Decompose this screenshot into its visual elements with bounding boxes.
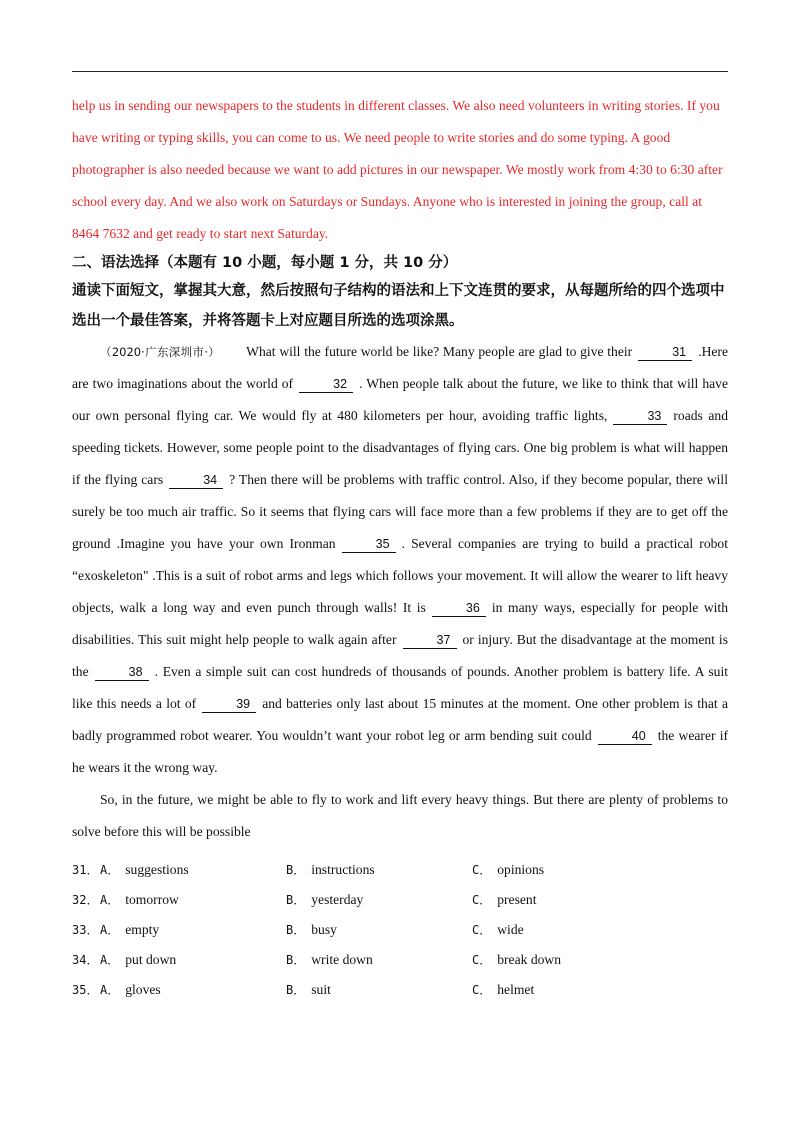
question-row: [72, 914, 728, 944]
option-letter: A．: [100, 982, 120, 997]
header-rule: [72, 71, 728, 72]
intro-text: help us in sending our newspapers to the students in different classes. We also need volunteers in writing stories. If you have writing or typing skills, you can come to us. We need people to write stories and do some typing. A good photographer is also needed because we want to add pictures in our newspaper. We mostly work from 4:30 to 6:30 after school every day. And we also work on Saturdays or Sundays. Anyone who is interested in joining the group, call at 8464 7632 and get ready to start next Saturday.: [72, 98, 723, 241]
passage: [72, 336, 728, 784]
blank-38[interactable]: 38: [95, 664, 149, 681]
passage-text: .Here are two imaginations about the world of: [72, 344, 728, 391]
option-text: gloves: [125, 981, 161, 997]
question-row: [72, 944, 728, 974]
option-letter: A．: [100, 892, 120, 907]
question-list: [72, 854, 728, 1004]
blank-36[interactable]: 36: [432, 600, 486, 617]
passage-text: the wearer if he wears it the wrong way.: [72, 728, 728, 775]
option-text: write down: [311, 951, 373, 967]
option-letter: C．: [472, 952, 492, 967]
passage-text: . When people talk about the future, we like to think that will have our own personal flying car. We would fly at 480 kilometers per hour, avoiding traffic lights,: [72, 376, 728, 423]
option-a[interactable]: [100, 921, 286, 938]
option-a[interactable]: [100, 951, 286, 968]
passage-text: ? Then there will be problems with traffic control. Also, if they become popular, there will surely be too much air traffic. So it seems that flying cars will face more than a few problems if they are to get off the ground .Imagine you have your own Ironman: [72, 472, 728, 551]
option-b[interactable]: [286, 891, 472, 908]
option-letter: B．: [286, 892, 306, 907]
option-text: wide: [497, 921, 524, 937]
option-b[interactable]: [286, 861, 472, 878]
option-text: break down: [497, 951, 562, 967]
blank-39[interactable]: 39: [202, 696, 256, 713]
option-c[interactable]: [472, 861, 652, 878]
option-text: empty: [125, 921, 160, 937]
option-c[interactable]: [472, 951, 652, 968]
option-letter: B．: [286, 982, 306, 997]
option-b[interactable]: [286, 951, 472, 968]
question-row: [72, 854, 728, 884]
document-page: [72, 90, 728, 1004]
question-number: 33．: [72, 922, 99, 937]
option-text: instructions: [311, 861, 375, 877]
option-text: opinions: [497, 861, 545, 877]
option-a[interactable]: [100, 861, 286, 878]
option-letter: C．: [472, 862, 492, 877]
option-c[interactable]: [472, 891, 652, 908]
passage-text: . Even a simple suit can cost hundreds of thousands of pounds. Another problem is battery life. A suit like this needs a lot of: [72, 664, 728, 711]
question-number: 32．: [72, 892, 99, 907]
question-number: 31．: [72, 862, 99, 877]
option-text: yesterday: [311, 891, 364, 907]
option-letter: B．: [286, 922, 306, 937]
option-text: helmet: [497, 981, 535, 997]
option-letter: C．: [472, 922, 492, 937]
option-a[interactable]: [100, 891, 286, 908]
question-number: 35．: [72, 982, 99, 997]
option-text: put down: [125, 951, 177, 967]
option-letter: C．: [472, 892, 492, 907]
option-c[interactable]: [472, 921, 652, 938]
section-title: 二、语法选择（本题有 10 小题，每小题 1 分，共 10 分）: [72, 255, 458, 271]
passage-text: . Several companies are trying to build a practical robot “exoskeleton" .This is a suit of robot arms and legs which follows your movement. It will allow the wearer to lift heavy objects, walk a long way and even punch through walls! It is: [72, 536, 728, 615]
option-letter: B．: [286, 952, 306, 967]
passage-text: roads and speeding tickets. However, some people point to the disadvantages of flying cars. One big problem is what will happen if the flying cars: [72, 408, 728, 487]
option-letter: A．: [100, 952, 120, 967]
option-letter: A．: [100, 922, 120, 937]
blank-34[interactable]: 34: [169, 472, 223, 489]
closing-paragraph: So, in the future, we might be able to fly to work and lift every heavy things. But there are plenty of problems to solve before this will be possible: [72, 792, 728, 839]
question-row: [72, 974, 728, 1004]
blank-37[interactable]: 37: [403, 632, 457, 649]
question-number: 34．: [72, 952, 99, 967]
passage-text: or injury. But the disadvantage at the moment is the: [72, 632, 728, 679]
passage-text: and batteries only last about 15 minutes at the moment. One other problem is that a badly programmed robot wearer. You wouldn’t want your robot leg or arm bending suit could: [72, 696, 728, 743]
option-c[interactable]: [472, 981, 652, 998]
question-row: [72, 884, 728, 914]
option-text: present: [497, 891, 537, 907]
passage-text: in many ways, especially for people with disabilities. This suit might help people to walk again after: [72, 600, 728, 647]
option-letter: C．: [472, 982, 492, 997]
instructions: 通读下面短文，掌握其大意，然后按照句子结构的语法和上下文连贯的要求，从每题所给的四个选项中选出一个最佳答案，并将答题卡上对应题目所选的选项涂黑。: [72, 283, 725, 329]
passage-text: What will the future world be like? Many people are glad to give their: [246, 344, 633, 359]
blank-32[interactable]: 32: [299, 376, 353, 393]
option-text: suggestions: [125, 861, 189, 877]
option-letter: A．: [100, 862, 120, 877]
option-text: suit: [311, 981, 331, 997]
option-b[interactable]: [286, 981, 472, 998]
blank-33[interactable]: 33: [613, 408, 667, 425]
blank-40[interactable]: 40: [598, 728, 652, 745]
blank-35[interactable]: 35: [342, 536, 396, 553]
option-text: tomorrow: [125, 891, 179, 907]
option-a[interactable]: [100, 981, 286, 998]
option-letter: B．: [286, 862, 306, 877]
option-b[interactable]: [286, 921, 472, 938]
option-text: busy: [311, 921, 337, 937]
source-tag: （2020·广东深圳市·）: [100, 345, 221, 359]
blank-31[interactable]: 31: [638, 344, 692, 361]
